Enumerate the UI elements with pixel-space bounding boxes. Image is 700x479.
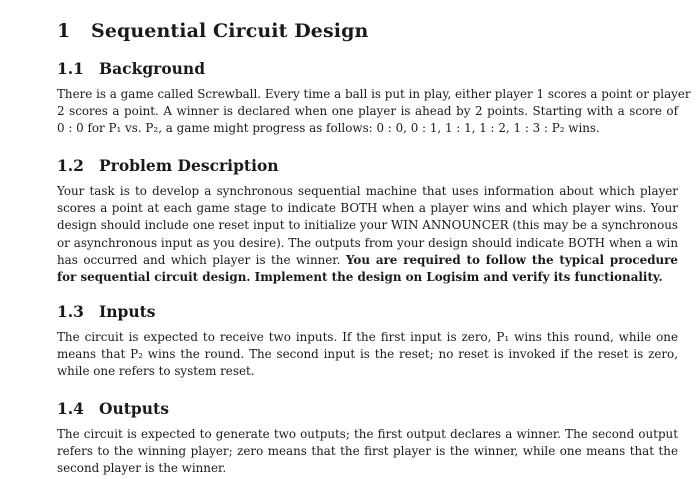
paragraph-line: second player is the winner. [57,461,227,476]
paragraph-line: The circuit is expected to receive two inputs. If the first input is zero, P₁ wins this round, while one [57,330,678,344]
paragraph-line-text: has occurred and which player is the winner. [57,252,341,267]
paragraph-line: design should include one reset input to initialize your WIN ANNOUNCER (this may be a synchronous [57,218,678,233]
section-number: 1 [57,20,71,42]
paragraph-line: or asynchronous input as you desire). The outputs from your design should indicate BOTH when a win [57,235,678,250]
subsection-heading-problem-description [57,156,279,175]
paragraph-line: 2 scores a point. A winner is declared when one player is ahead by 2 points. Starting with a score of [57,104,678,119]
subsection-number: 1.3 [57,302,84,321]
subsection-title: Inputs [99,302,156,321]
bold-requirement-text: for sequential circuit design. Implement the design on Logisim and verify its functionality. [57,270,663,285]
paragraph-line: The circuit is expected to generate two outputs; the first output declares a winner. The second output [57,427,678,441]
background-paragraph [57,86,691,138]
paragraph-line: There is a game called Screwball. Every time a ball is put in play, either player 1 scores a point or player [57,87,691,101]
subsection-number: 1.2 [57,156,84,175]
subsection-heading-outputs [57,399,169,418]
paragraph-line: means that P₂ wins the round. The second input is the reset; no reset is invoked if the reset is zero, [57,347,678,362]
subsection-number: 1.1 [57,59,84,78]
inputs-paragraph [57,329,678,381]
bold-requirement-text: You are required to follow the typical procedure [345,252,678,267]
section-title: Sequential Circuit Design [91,20,369,42]
paragraph-line: while one refers to system reset. [57,364,255,379]
problem-description-paragraph [57,183,678,286]
paragraph-line: Your task is to develop a synchronous sequential machine that uses information about which player [57,184,678,198]
subsection-number: 1.4 [57,399,84,418]
subsection-title: Problem Description [99,156,279,175]
paragraph-line-mixed [57,252,678,269]
subsection-title: Background [99,59,206,78]
paragraph-line: scores a point at each game stage to indicate BOTH when a player wins and which player wins. Your [57,201,678,216]
subsection-heading-inputs [57,302,156,321]
subsection-title: Outputs [99,399,169,418]
outputs-paragraph [57,426,678,478]
bold-requirement-line [57,269,678,286]
section-heading [57,20,368,42]
subsection-heading-background [57,59,205,78]
paragraph-line: refers to the winning player; zero means that the first player is the winner, while one means that the [57,444,678,459]
paragraph-line: 0 : 0 for P₁ vs. P₂, a game might progress as follows: 0 : 0, 0 : 1, 1 : 1, 1 : 2, 1 : 3 : P₂ wins. [57,121,600,136]
